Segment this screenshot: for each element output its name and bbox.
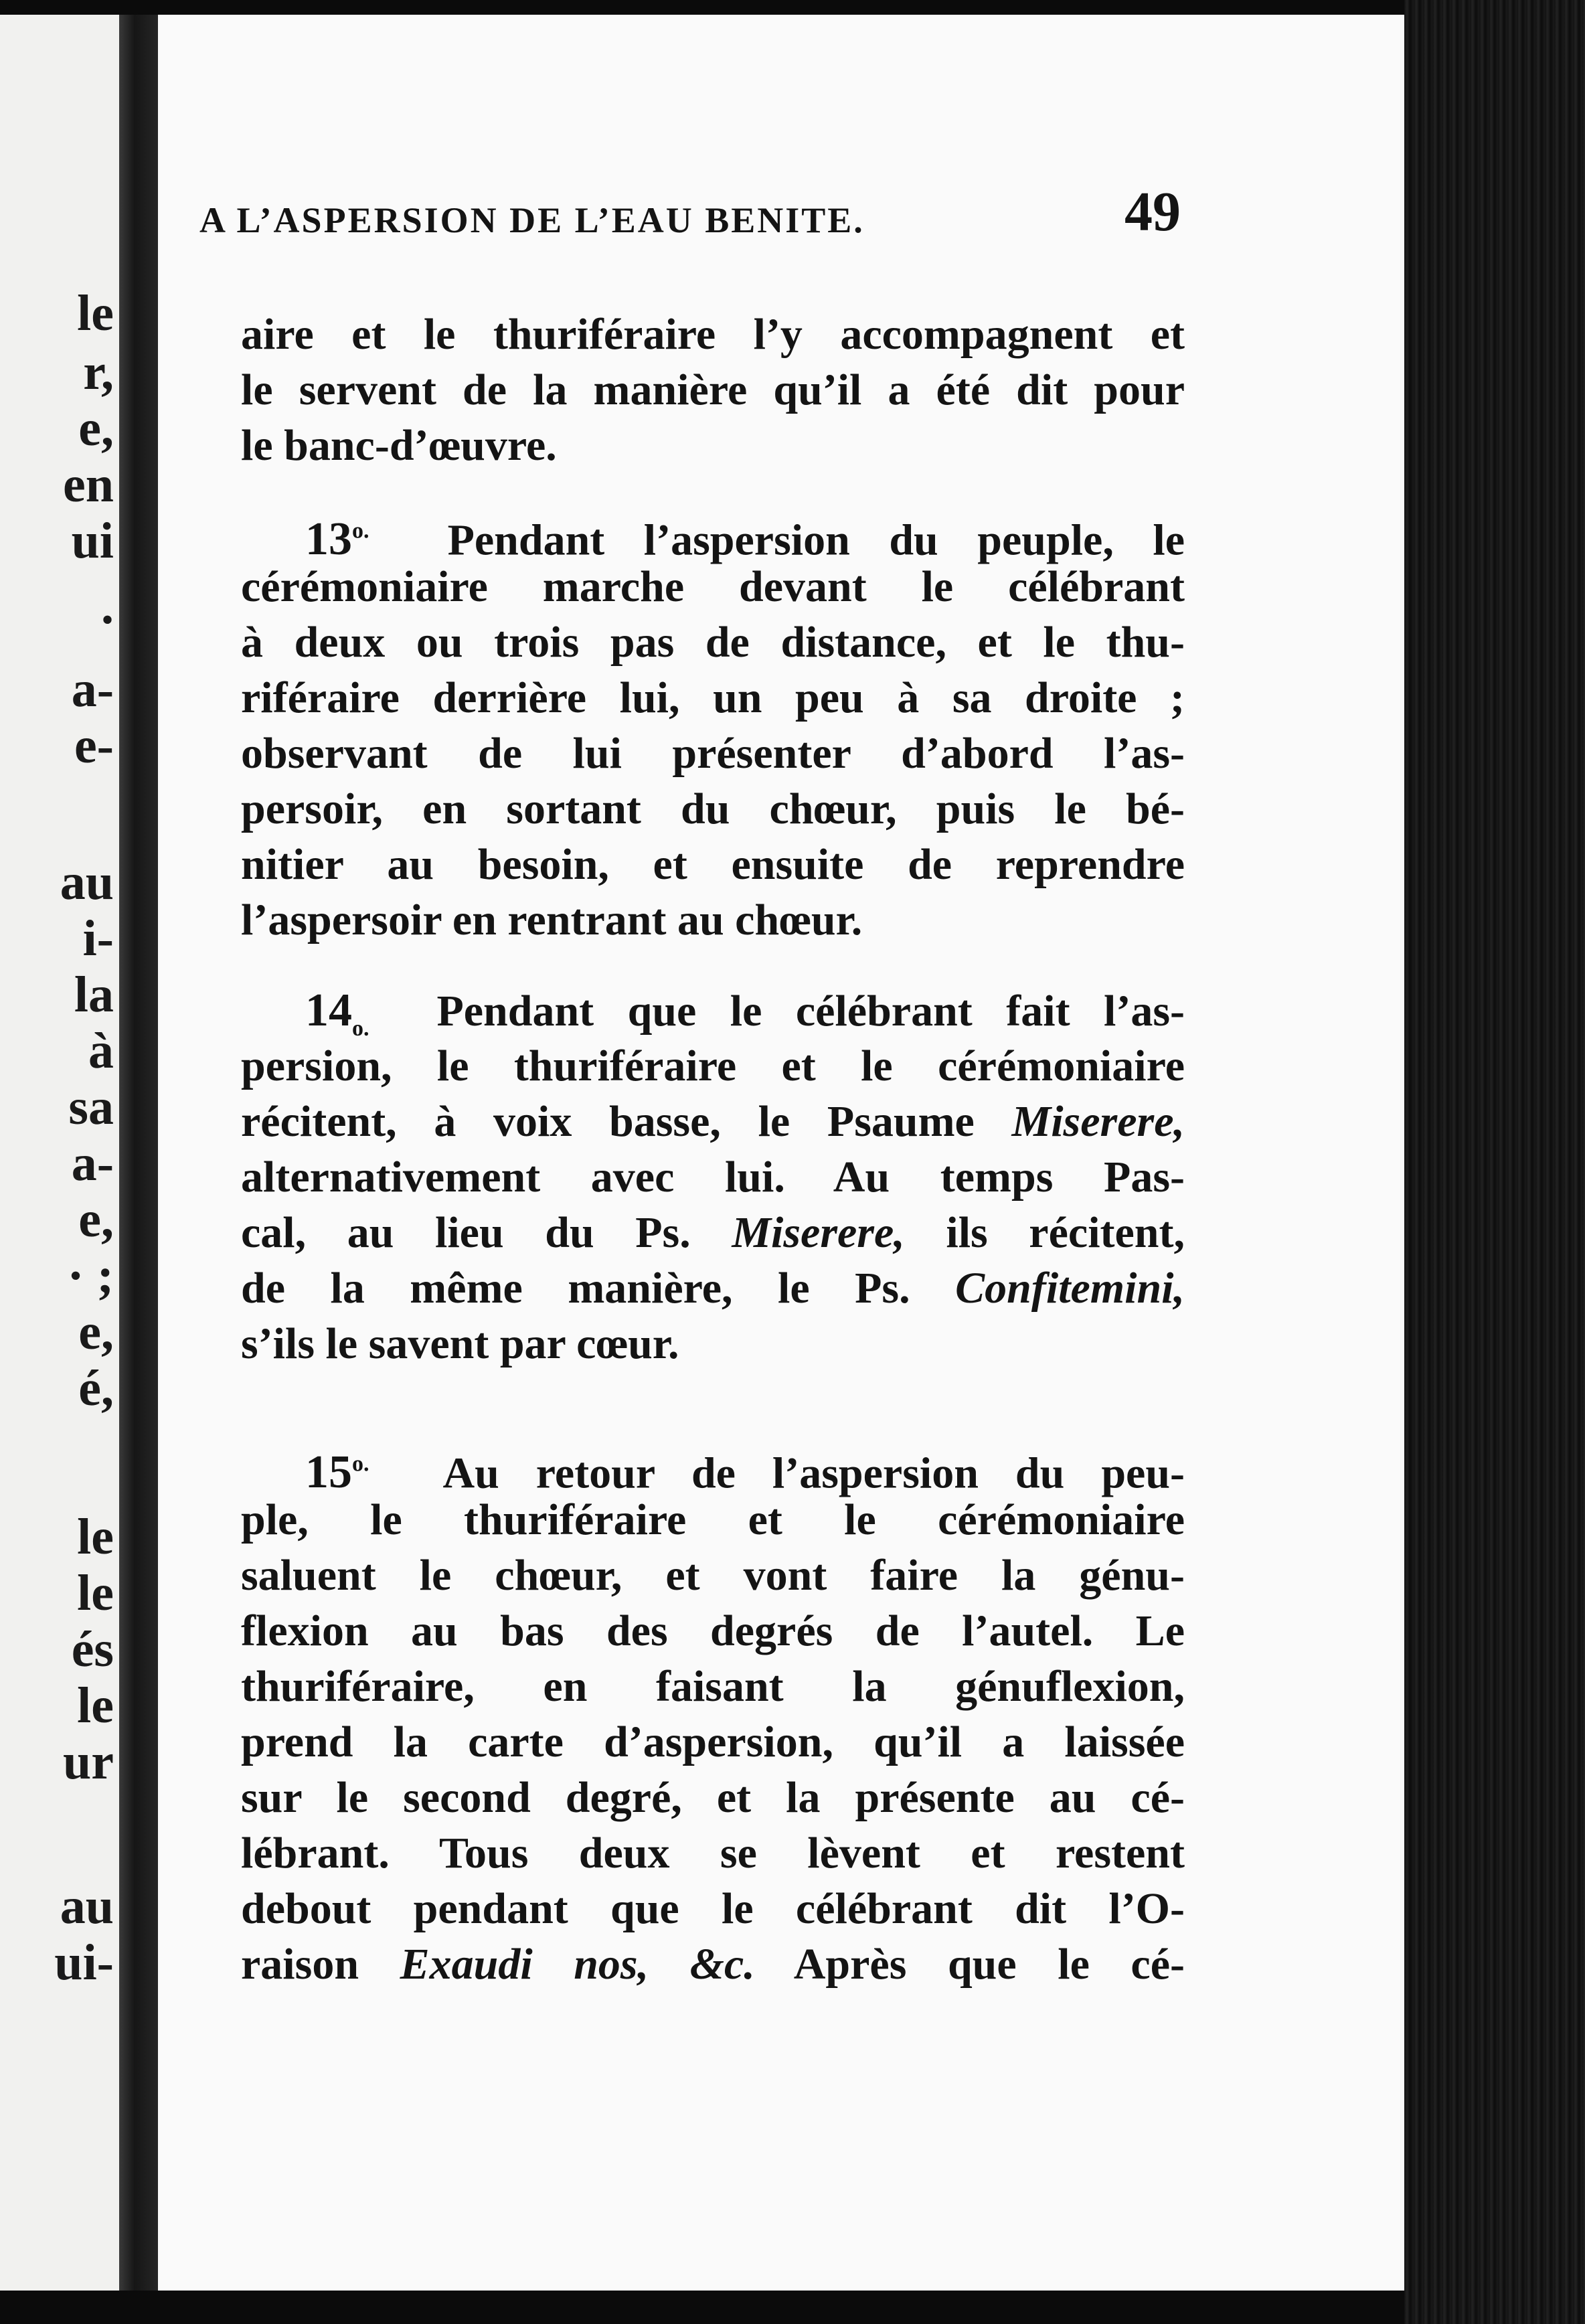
text-line: le servent de la manière qu’il a été dit pour (241, 365, 1185, 414)
left-page-fragment: le (77, 1677, 114, 1734)
text-line: riféraire derrière lui, un peu à sa droite ; (241, 673, 1185, 722)
text-line: sur le second degré, et la présente au cé- (241, 1773, 1185, 1822)
paragraph-number (305, 985, 369, 1041)
left-page-fragment: r, (83, 344, 114, 400)
paragraph-14 (241, 983, 1185, 1372)
paragraph-number (305, 513, 369, 565)
text-line: le banc-d’œuvre. (241, 421, 557, 470)
text-line: cérémoniaire marche devant le célébrant (241, 562, 1185, 611)
left-page-fragment: le (77, 1509, 114, 1565)
left-page-fragment: au (60, 1878, 114, 1934)
text-line: l’aspersoir en rentrant au chœur. (241, 896, 863, 944)
paragraph-first-line (241, 983, 1185, 1041)
italic-term: Exaudi nos, &c. (400, 1940, 755, 1989)
left-page-fragment: . (101, 578, 114, 635)
running-head: A L’ASPERSION DE L’EAU BENITE. (199, 200, 865, 240)
left-page-fragment: le (77, 285, 114, 341)
left-page-fragment: à (88, 1023, 114, 1079)
paragraph-number-mark: o. (352, 1016, 369, 1041)
text-line: ple, le thuriféraire et le cérémoniaire (241, 1495, 1185, 1544)
text-line: thuriféraire, en faisant la génuflexion, (241, 1662, 1185, 1711)
text-line: persion, le thuriféraire et le cérémoniaire (241, 1042, 1185, 1090)
text-segment: Après que le cé- (754, 1940, 1185, 1989)
text-line: flexion au bas des degrés de l’autel. Le (241, 1606, 1185, 1655)
text-line: nitier au besoin, et ensuite de reprendre (241, 840, 1185, 889)
left-page-fragment: a- (71, 1135, 114, 1191)
text-line: s’ils le savent par cœur. (241, 1319, 679, 1368)
text-line (241, 1094, 1185, 1149)
italic-term: Confitemini, (955, 1264, 1185, 1313)
paragraph-number-mark: o. (352, 519, 369, 544)
left-page-fragment: a- (71, 661, 114, 718)
left-page-fragment: sa (68, 1079, 114, 1135)
left-page-fragment: ur (63, 1734, 114, 1790)
left-page-fragment: · ; (67, 1248, 114, 1304)
left-page-fragment: le (77, 1565, 114, 1621)
left-page-fragment: e- (74, 718, 114, 774)
paragraph-number-digits: 14 (305, 985, 352, 1036)
paragraph-13 (241, 503, 1185, 948)
text-line (241, 1205, 1185, 1260)
paragraph-first-line (241, 1436, 1185, 1499)
text-line: Pendant l’aspersion du peuple, le (447, 515, 1185, 565)
text-line: prend la carte d’aspersion, qu’il a laissée (241, 1718, 1185, 1766)
left-page-fragment: ui- (54, 1934, 114, 1991)
text-segment: ils récitent, (904, 1208, 1185, 1257)
text-segment: récitent, à voix basse, le Psaume (241, 1097, 1012, 1146)
paragraph-number-digits: 15 (305, 1446, 352, 1499)
text-line: saluent le chœur, et vont faire la génu- (241, 1551, 1185, 1600)
book-edge (1404, 0, 1585, 2324)
text-line: Au retour de l’aspersion du peu- (442, 1448, 1185, 1498)
left-page-fragment: ui (71, 513, 114, 569)
text-line: observant de lui présenter d’abord l’as- (241, 729, 1185, 778)
left-page-fragment: é, (78, 1360, 114, 1416)
paragraph-15 (241, 1436, 1185, 1992)
left-page-fragment: e, (78, 400, 114, 456)
left-facing-page (0, 15, 119, 2291)
text-line: aire et le thuriféraire l’y accompagnent et (241, 310, 1185, 359)
text-segment: cal, au lieu du Ps. (241, 1208, 732, 1257)
text-segment: de la même manière, le Ps. (241, 1264, 956, 1313)
page-number: 49 (1124, 181, 1181, 243)
left-page-fragment: la (74, 967, 114, 1023)
text-line (241, 1260, 1185, 1316)
paragraph-number-digits: 13 (305, 513, 352, 566)
text-segment: raison (241, 1940, 400, 1989)
binding-gutter (119, 15, 158, 2291)
text-line: debout pendant que le célébrant dit l’O- (241, 1884, 1185, 1933)
text-line: persoir, en sortant du chœur, puis le bé- (241, 784, 1185, 833)
text-line: lébrant. Tous deux se lèvent et restent (241, 1829, 1185, 1878)
left-page-fragment: au (60, 854, 114, 910)
paragraph-number-mark: o. (352, 1452, 369, 1477)
text-line: Pendant que le célébrant fait l’as- (436, 987, 1185, 1035)
paragraph-number (305, 1446, 369, 1498)
left-page-fragment: en (63, 456, 114, 513)
left-page-fragment: i- (82, 910, 114, 967)
text-line (241, 1936, 1185, 1992)
left-page-fragment: és (71, 1621, 114, 1677)
text-line: alternativement avec lui. Au temps Pas- (241, 1153, 1185, 1201)
paragraph-first-line (241, 503, 1185, 566)
intro-paragraph (241, 307, 1185, 473)
italic-term: Miserere, (732, 1208, 905, 1257)
italic-term: Miserere, (1011, 1097, 1185, 1146)
left-page-fragment: e, (78, 1191, 114, 1248)
text-line: à deux ou trois pas de distance, et le thu- (241, 618, 1185, 667)
left-page-fragment: e, (78, 1304, 114, 1360)
